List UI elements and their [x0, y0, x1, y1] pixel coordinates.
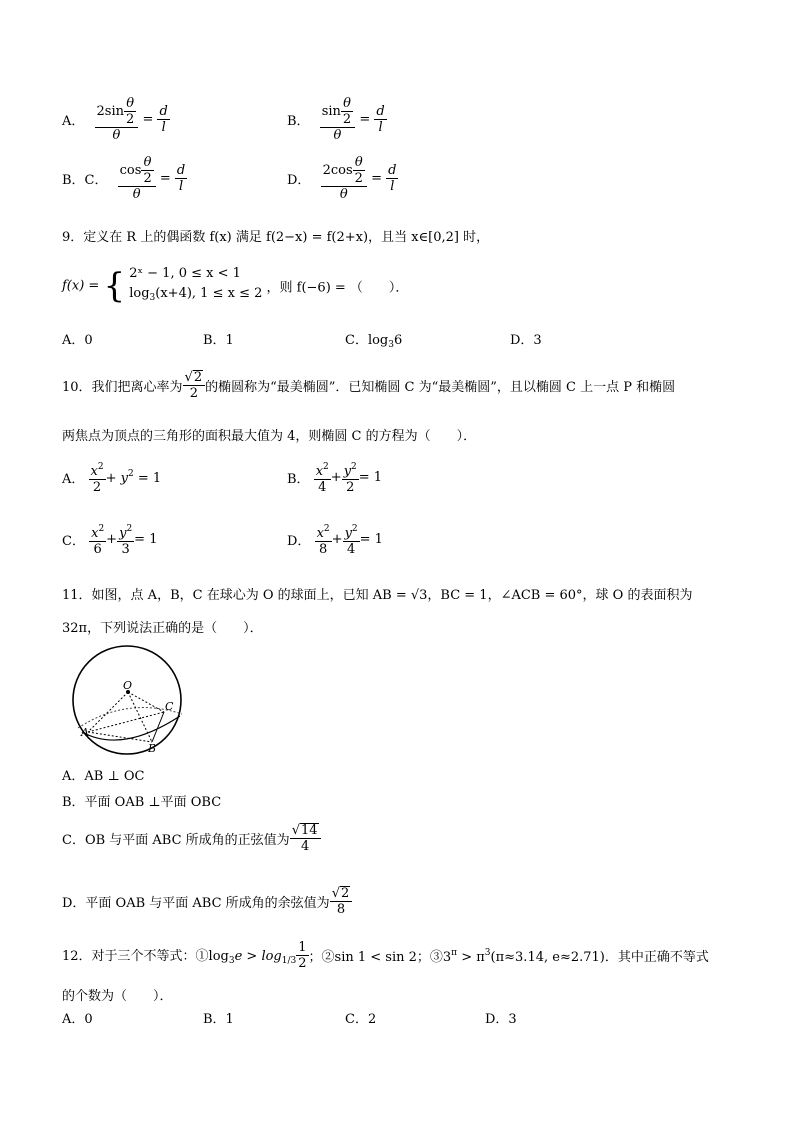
- fraction: $\frac{x^2}{2}$: [90, 462, 104, 495]
- q11-option-b: B．平面 OAB ⊥平面 OBC: [62, 795, 222, 810]
- q10-option-d: D． $\frac{x^2}{8}$ + $\frac{y^2}{4}$ = 1: [287, 524, 383, 557]
- case-2: $\log_3(x+4)$, 1 ≤ x ≤ 2: [129, 286, 263, 303]
- fraction: [118, 155, 156, 202]
- fraction-x: $\frac{x^2}{6}$: [91, 524, 105, 557]
- q9-option-d: D．3: [510, 333, 542, 348]
- q10-option-c: C． $\frac{x^2}{6}$ + $\frac{y^2}{3}$ = 1: [62, 524, 158, 557]
- q10-stem-line2: 两焦点为顶点的三角形的面积最大值为 4，则椭圆 C 的方程为（ ）．: [62, 429, 477, 444]
- denominator: θ: [333, 128, 342, 143]
- q8-option-c: [62, 155, 187, 202]
- q12-option-a: A．0: [62, 1012, 93, 1027]
- fraction-sqrt2-over-8: $\frac{√2}{8}$: [330, 886, 353, 917]
- q10-option-b: B． $\frac{x^2}{4}$ + $\frac{y^2}{2}$ = 1: [287, 462, 383, 495]
- option-label: D．: [287, 173, 311, 188]
- equals: =: [359, 112, 371, 127]
- q11-option-c: C．OB 与平面 ABC 所成角的正弦值为 $\frac{√14}{4}$: [62, 823, 321, 854]
- equals: =: [371, 171, 382, 186]
- left-brace-icon: {: [103, 266, 126, 306]
- fraction-y: $\frac{y^2}{4}$: [344, 524, 358, 557]
- fraction-dl: $\frac{d}{l}$: [176, 163, 186, 194]
- q10-post: 的椭圆称为“最美椭圆”．已知椭圆 C 为“最美椭圆”，且以椭圆 C 上一点 P 和椭圆: [205, 380, 676, 395]
- numerator-coef: 2cos: [322, 163, 353, 178]
- theta: θ: [341, 96, 353, 112]
- label-a: A: [81, 726, 89, 739]
- fraction-half: $\frac{1}{2}$: [298, 940, 307, 971]
- q8-option-a: [62, 96, 170, 143]
- fraction-y: $\frac{y^2}{3}$: [119, 524, 133, 557]
- equals: =: [142, 112, 154, 127]
- numerator-coef: cos: [119, 163, 142, 178]
- q10-pre: 10．我们把离心率为: [62, 380, 183, 395]
- q10-option-a: A． $\frac{x^2}{2}$ + $y^2 = 1$: [62, 462, 162, 495]
- denominator: θ: [339, 187, 348, 202]
- q8-option-b: [287, 96, 387, 143]
- theta: θ: [141, 155, 153, 171]
- denominator: θ: [132, 187, 141, 202]
- q12-option-c: C．2: [345, 1012, 377, 1027]
- case-1: 2ˣ − 1, 0 ≤ x < 1: [129, 266, 241, 281]
- piecewise-cases: [129, 264, 262, 308]
- q11-stem-line2: 32π，下列说法正确的是（ ）．: [62, 621, 263, 636]
- q12-option-b: B．1: [203, 1012, 234, 1027]
- two: 2: [143, 171, 152, 186]
- two: 2: [126, 112, 135, 127]
- two: 2: [342, 112, 352, 127]
- q12-option-d: D．3: [485, 1012, 517, 1027]
- q9-stem-line1: 9．定义在 R 上的偶函数 f(x) 满足 f(2−x) = f(2+x)，且当 x∈[0,2] 时，: [62, 230, 490, 245]
- two: 2: [354, 171, 363, 186]
- fraction-y: $\frac{y^2}{2}$: [343, 462, 357, 495]
- q9-option-a: A．0: [62, 333, 93, 348]
- fraction: [320, 96, 355, 143]
- q9-piecewise: [62, 264, 408, 308]
- function-label: f(x) =: [62, 278, 100, 294]
- q9-option-b: B．1: [203, 333, 234, 348]
- fraction: [321, 155, 367, 202]
- fraction: [95, 96, 139, 143]
- denominator: θ: [112, 128, 121, 143]
- q9-tail: ，则 f(−6) = （ ）．: [266, 280, 409, 296]
- numerator-coef: sin: [321, 104, 341, 119]
- q11-option-d: D．平面 OAB 与平面 ABC 所成角的余弦值为 $\frac{√2}{8}$: [62, 886, 352, 917]
- q11-option-a: A．AB ⊥ OC: [62, 769, 145, 784]
- fraction-dl: $\frac{d}{l}$: [388, 163, 397, 194]
- option-label: A．: [62, 114, 85, 129]
- label-c: C: [165, 700, 174, 713]
- q8-option-d: [287, 155, 398, 202]
- option-label: B．C．: [62, 173, 108, 188]
- fraction-dl: $\frac{d}{l}$: [159, 104, 168, 135]
- q11-stem-line1: 11．如图，点 A，B，C 在球心为 O 的球面上，已知 AB = √3，BC = 1，∠ACB = 60°，球 O 的表面积为: [62, 588, 693, 603]
- fraction-x: $\frac{x^2}{8}$: [316, 524, 330, 557]
- equals: =: [159, 171, 171, 186]
- fraction-sqrt2-over-2: $\frac{√2}{2}$: [183, 370, 206, 401]
- theta: θ: [353, 155, 365, 171]
- fraction-dl: $\frac{d}{l}$: [376, 104, 385, 135]
- theta: θ: [124, 96, 136, 112]
- option-label: B．: [287, 114, 310, 129]
- label-o: O: [123, 679, 133, 692]
- sphere-figure: [62, 644, 192, 756]
- q10-stem-line1: [62, 370, 675, 401]
- numerator-coef: 2sin: [96, 104, 125, 119]
- label-b: B: [148, 742, 157, 755]
- q9-option-c: C．$\log_36$: [345, 333, 403, 350]
- q12-stem-line1: 12．对于三个不等式：$①\log_3e > \log_{1/3}$ $\frac{1}{2}$ ；②sin 1 < sin 2；$③3^\pi > \pi^3(\pi\approx 3.14$, e≈2.71)．其中正确不等式: [62, 940, 709, 971]
- fraction-x: $\frac{x^2}{4}$: [315, 462, 329, 495]
- q12-stem-line2: 的个数为（ ）．: [62, 989, 173, 1004]
- fraction-sqrt14-over-4: $\frac{√14}{4}$: [290, 823, 321, 854]
